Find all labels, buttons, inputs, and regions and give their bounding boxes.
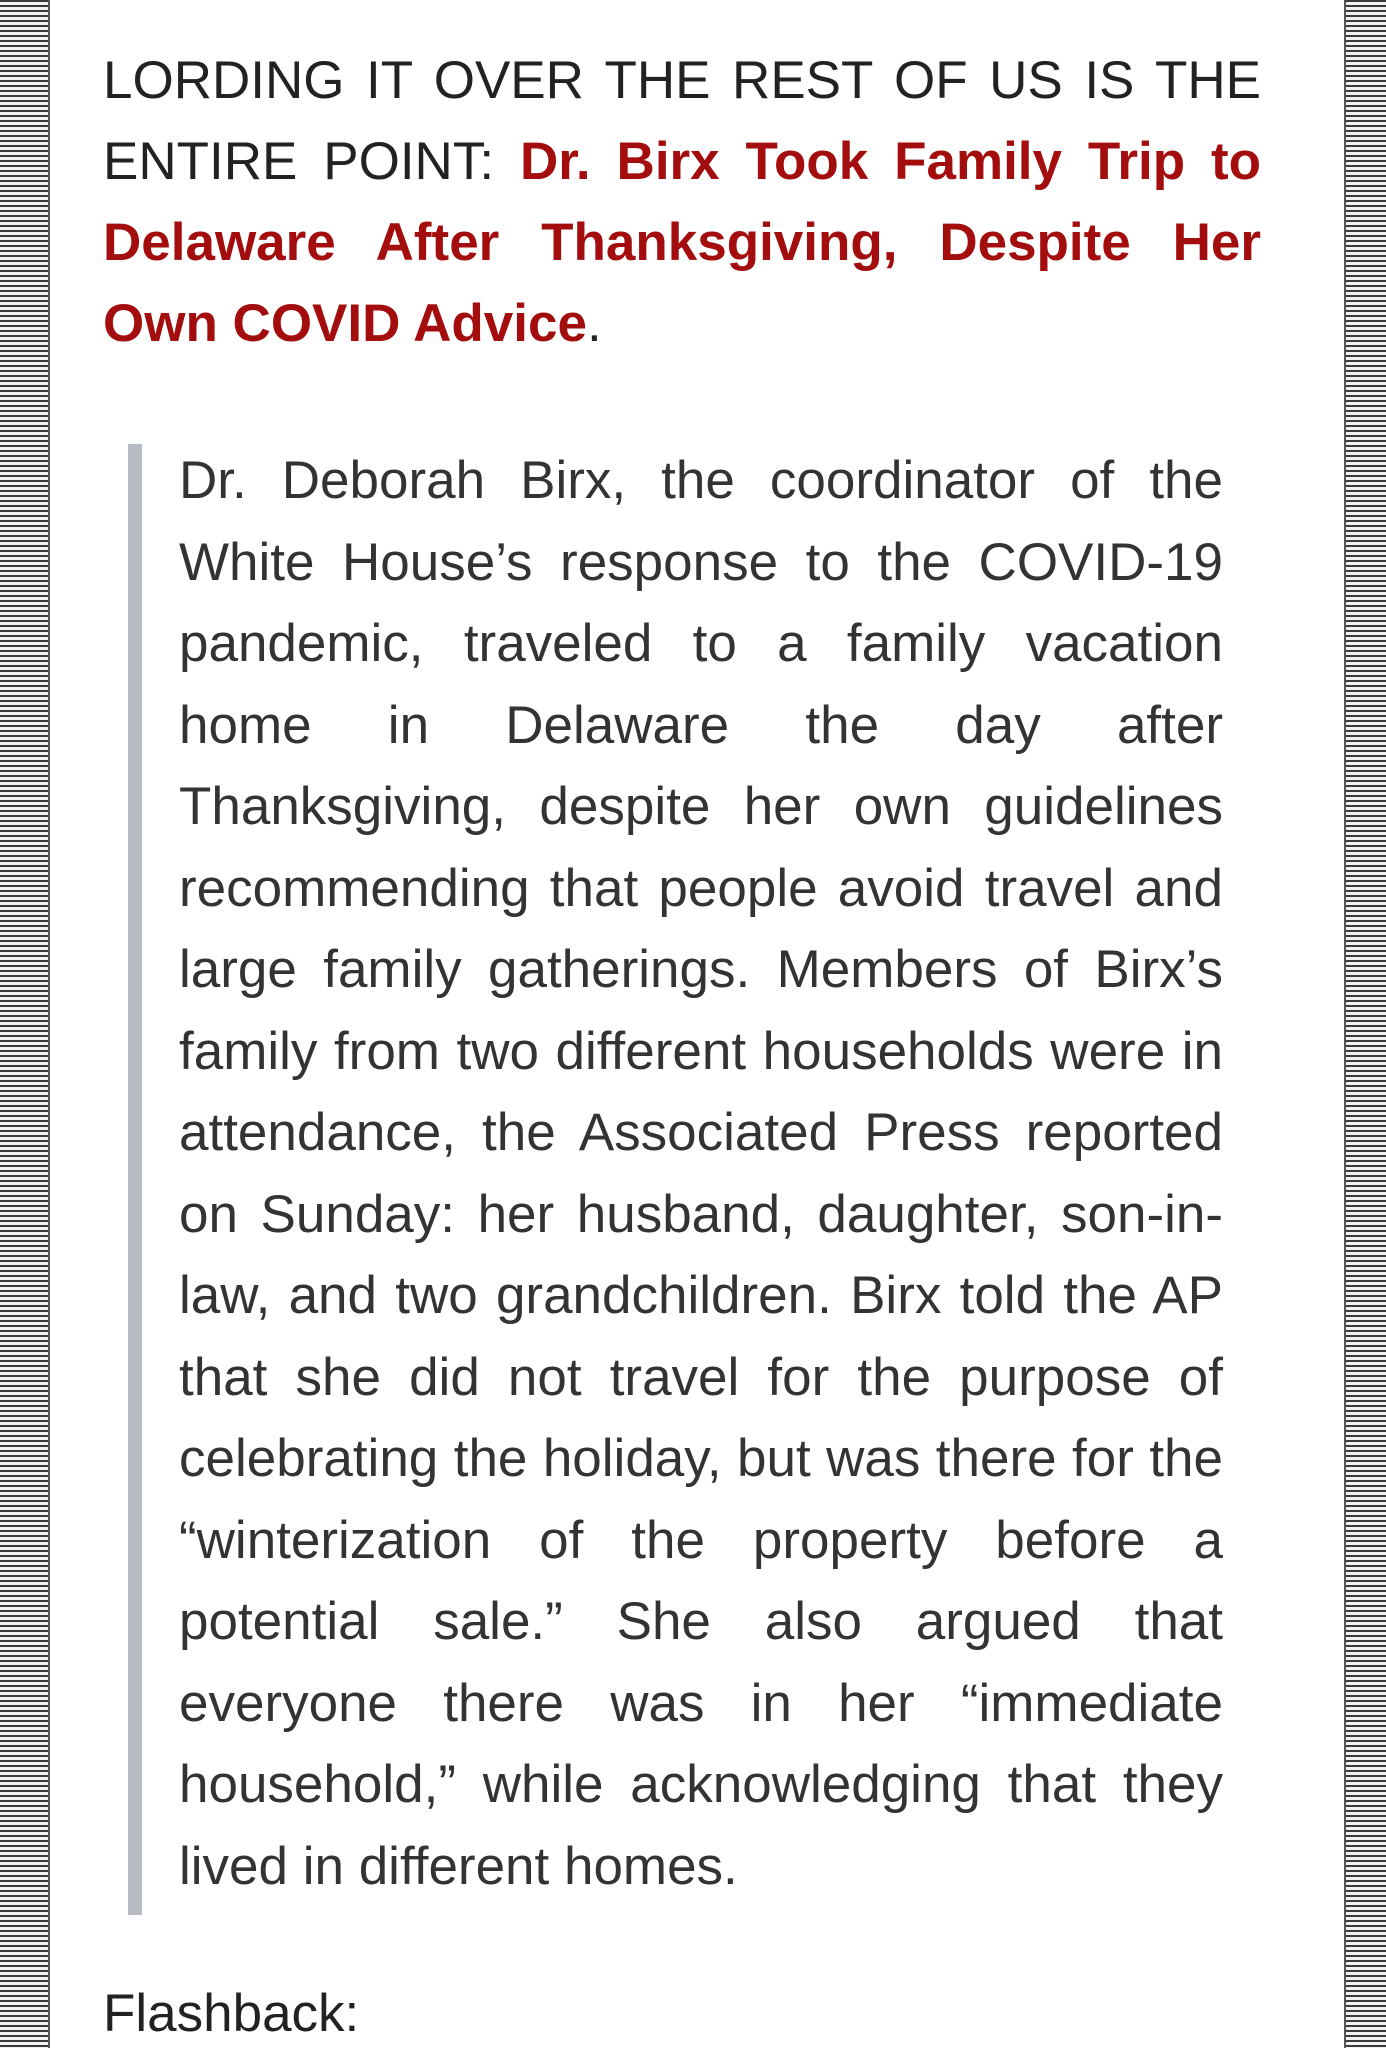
left-decorative-border xyxy=(0,0,50,2048)
article-body xyxy=(103,40,1261,2054)
article-headline xyxy=(103,40,1261,364)
right-decorative-border xyxy=(1344,0,1386,2048)
headline-lead: LORDING IT OVER THE REST OF US IS THE ENTIRE POINT: xyxy=(103,51,1261,191)
headline-article-link[interactable]: Dr. Birx Took Family Trip to Delaware After Thanksgiving, Despite Her Own COVID Advice xyxy=(103,132,1261,353)
article-blockquote xyxy=(128,444,1223,1915)
next-paragraph: Flashback: xyxy=(103,1984,360,2043)
blockquote-text: Dr. Deborah Birx, the coordinator of the White House’s response to the COVID-19 pandemic, traveled to a family vacation home in Delaware the day after Thanksgiving, despite her own guidelines recommending that people avoid travel and large family gatherings. Members of Birx’s family from two different households were in attendance, the Associated Press reported on Sunday: her husband, daughter, son-in-law, and two grandchildren. Birx told the AP that she did not travel for the purpose of celebrating the holiday, but was there for the “winterization of the property before a potential sale.” She also argued that everyone there was in her “immediate household,” while acknowledging that they lived in different homes. xyxy=(179,451,1223,1896)
headline-tail: . xyxy=(586,294,602,353)
